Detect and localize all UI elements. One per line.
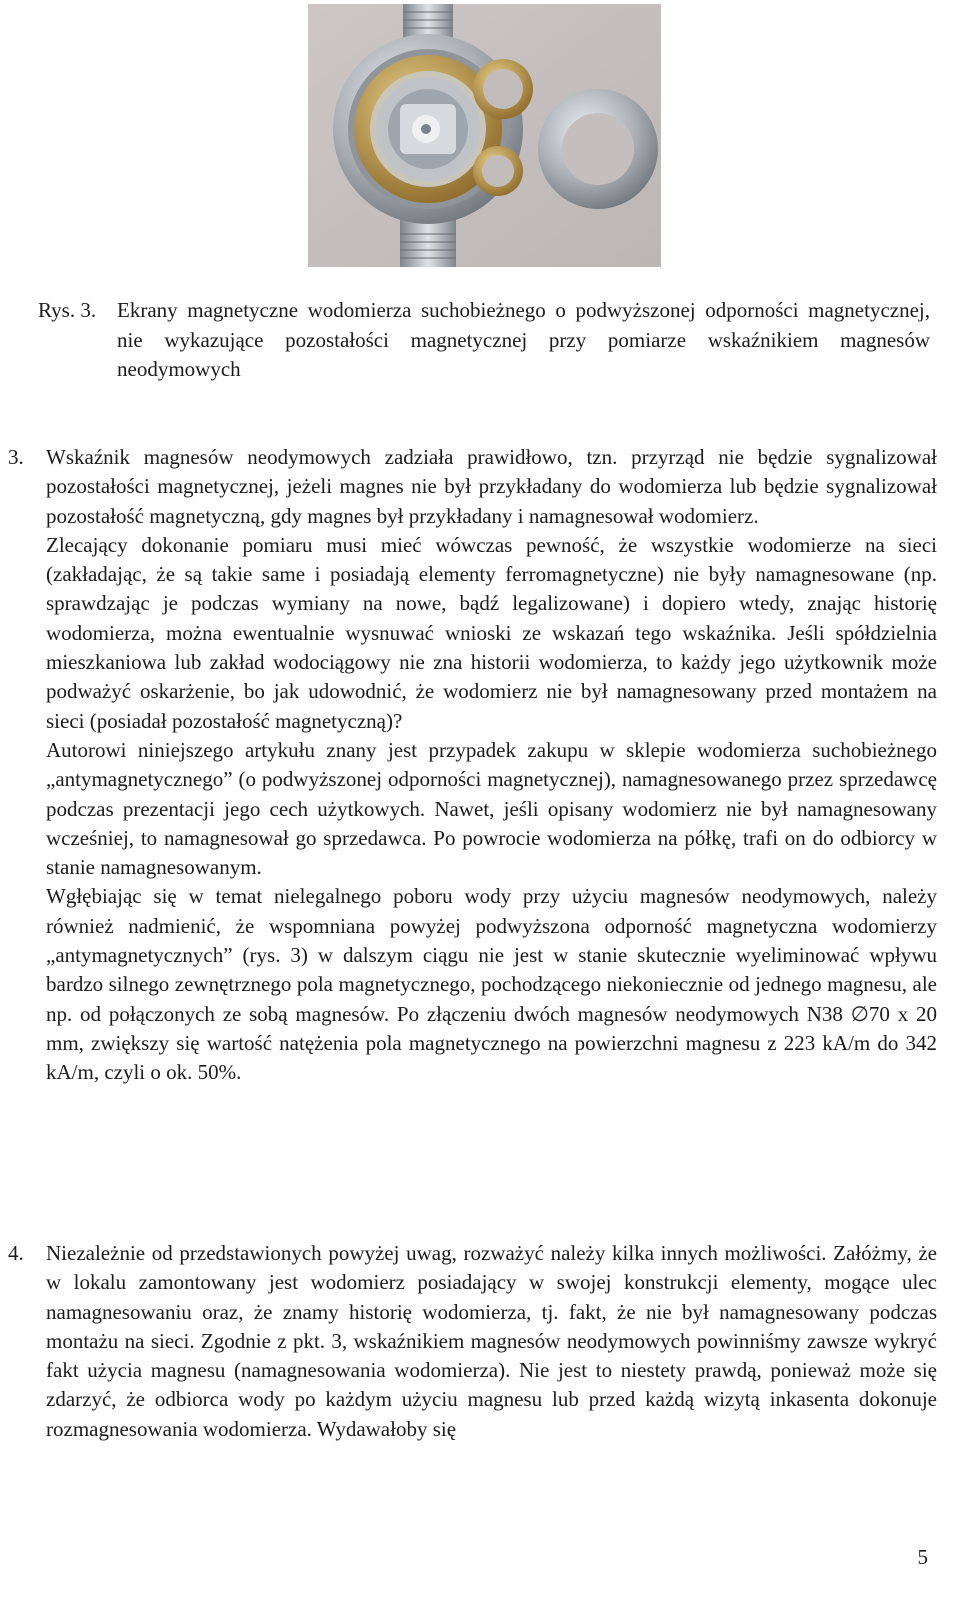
- numbered-item-4: [8, 1239, 937, 1444]
- paragraph: Autorowi niniejszego artykułu znany jest przypadek zakupu w sklepie wodomierza suchobieżnego „antymagnetycznego” (o podwyższonej odporności magnetycznej), namagnesowanego przez sprzedawcę podczas prezentacji jego cech użytkowych. Nawet, jeśli opisany wodomierz nie był namagnesowany wcześniej, to namagnesował go sprzedawca. Po powrocie wodomierza na półkę, trafi on do odbiorcy w stanie namagnesowanym.: [46, 737, 937, 880]
- paragraph: Niezależnie od przedstawionych powyżej uwag, rozważyć należy kilka innych możliwości. Załóżmy, że w lokalu zamontowany jest wodomierz posiadający w swojej konstrukcji elementy, mogące ulec namagnesowaniu oraz, że znamy historię wodomierza, tj. fakt, że nie był namagnesowany podczas montażu na sieci. Zgodnie z pkt. 3, wskaźnikiem magnesów neodymowych powinniśmy zawsze wykryć fakt użycia magnesu (namagnesowania wodomierza). Nie jest to niestety prawdą, ponieważ może się zdarzyć, że odbiorca wody po każdym użyciu magnesu lub przed każdą wizytą inkasenta dokonuje rozmagnesowania wodomierza. Wydawałoby się: [46, 1241, 937, 1441]
- paragraph: Wgłębiając się w temat nielegalnego poboru wody przy użyciu magnesów neodymowych, należy również nadmienić, że wspomniana powyżej podwyższona odporność magnetyczna wodomierzy „antymagnetycznych” (rys. 3) w dalszym ciągu nie jest w stanie skutecznie wyeliminować wpływu bardzo silnego zewnętrznego pola magnetycznego, pochodzącego niekoniecznie od jednego magnesu, ale np. od połączonych ze sobą magnesów. Po złączeniu dwóch magnesów neodymowych N38 ∅70 x 20 mm, zwiększy się wartość natężenia pola magnetycznego na powierzchni magnesu z 223 kA/m do 342 kA/m, czyli o ok. 50%.: [46, 884, 937, 1085]
- paragraph: Zlecający dokonanie pomiaru musi mieć wówczas pewność, że wszystkie wodomierze na sieci (zakładając, że są takie same i posiadają elementy ferromagnetyczne) nie były namagnesowane (np. sprawdzając je podczas wymiany na nowe, bądź legalizowane) i dopiero wtedy, znając historię wodomierza, można ewentualnie wysnuwać wnioski ze wskazań tego wskaźnika. Jeśli spółdzielnia mieszkaniowa lub zakład wodociągowy nie zna historii wodomierza, to każdy jego użytkownik może podważyć oskarżenie, bo jak udowodnić, że wodomierz nie był namagnesowany przed montażem na sieci (posiadał pozostałość magnetyczną)?: [46, 532, 937, 733]
- figure-caption: [38, 296, 930, 385]
- figure-caption-label: Rys. 3.: [38, 298, 97, 322]
- water-meter-photo-icon: [308, 4, 661, 267]
- numbered-item-3: [8, 443, 937, 1088]
- item-number: 3.: [8, 445, 24, 469]
- water-meter-photo: [308, 4, 661, 267]
- item-body: [46, 1239, 937, 1444]
- page-number: 5: [917, 1545, 928, 1569]
- item-body: [46, 443, 937, 1088]
- figure-caption-text: Ekrany magnetyczne wodomierza suchobieżnego o podwyższonej odporności magnetycznej, nie wykazujące pozostałości magnetycznej przy pomiarze wskaźnikiem magnesów neodymowych: [117, 298, 930, 381]
- paragraph: Wskaźnik magnesów neodymowych zadziała prawidłowo, tzn. przyrząd nie będzie sygnalizował pozostałości magnetycznej, jeżeli magnes nie był przykładany do wodomierza lub będzie sygnalizował pozostałość magnetyczną, gdy magnes był przykładany i namagnesował wodomierz.: [46, 445, 937, 528]
- item-number: 4.: [8, 1241, 24, 1265]
